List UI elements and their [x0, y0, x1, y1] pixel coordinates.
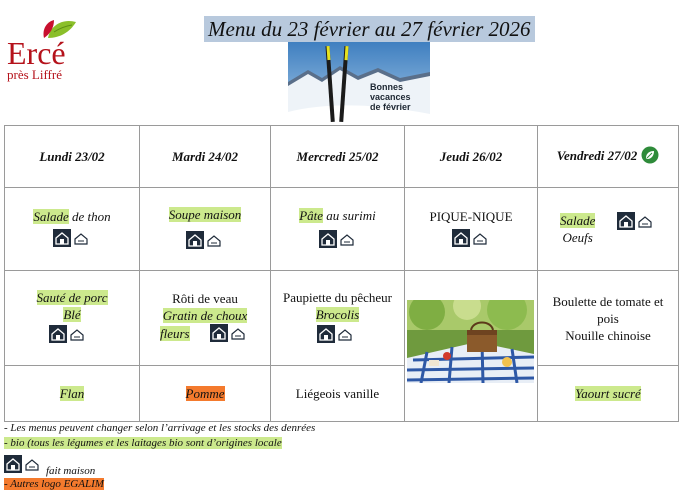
house-icon	[319, 230, 357, 252]
main-tuesday-side-2: fleurs	[160, 325, 190, 341]
day-header-monday: Lundi 23/02	[5, 126, 140, 188]
house-icon	[617, 212, 655, 234]
starter-thursday-main: PIQUE-NIQUE	[429, 208, 513, 224]
starter-monday	[5, 188, 140, 271]
banner-text-1: Bonnes	[370, 82, 404, 92]
day-header-wednesday: Mercredi 25/02	[271, 126, 405, 188]
starter-wednesday-main: Pâte	[299, 207, 324, 223]
dessert-wednesday	[271, 366, 405, 422]
main-monday-side: Blé	[63, 307, 81, 322]
starters-row	[5, 188, 679, 271]
note-bio: - bio (tous les légumes et les laitages bio sont d’origines locale	[4, 437, 282, 449]
day-header-friday-label: Vendredi 27/02	[556, 147, 638, 163]
starter-monday-main: Salade	[33, 208, 69, 224]
dessert-tuesday-dish: Pomme	[185, 386, 225, 401]
starter-wednesday-rest: au surimi	[323, 207, 376, 223]
note-homemade: fait maison	[46, 465, 96, 477]
house-icon	[210, 324, 248, 346]
house-icon	[317, 325, 355, 347]
mains-row	[5, 271, 679, 366]
house-icon	[4, 455, 42, 478]
town-logo	[4, 8, 82, 84]
days-header-row	[5, 126, 679, 188]
weekly-menu-table	[4, 125, 679, 422]
main-wednesday	[271, 271, 405, 366]
leaf-icon	[641, 146, 659, 168]
main-tuesday-side: Gratin de choux	[162, 308, 248, 323]
picnic-cell	[405, 271, 538, 422]
dessert-monday-dish: Flan	[59, 386, 85, 401]
dessert-wednesday-dish: Liégeois vanille	[295, 386, 380, 401]
main-friday-dish: Boulette de tomate et	[552, 293, 664, 309]
main-tuesday	[140, 271, 271, 366]
main-wednesday-side: Brocolis	[315, 307, 360, 322]
dessert-friday	[538, 366, 679, 422]
main-monday-dish: Sauté de porc	[36, 290, 108, 305]
main-friday	[538, 271, 679, 366]
legend	[4, 421, 315, 492]
ski-holiday-banner	[288, 42, 430, 124]
banner-text-3: de février	[370, 102, 411, 112]
note-changes: - Les menus peuvent changer selon l’arrivage et les stocks des denrées	[4, 422, 316, 434]
main-wednesday-dish: Paupiette du pêcheur	[282, 290, 392, 305]
page-title: Menu du 23 février au 27 février 2026	[204, 16, 535, 42]
house-icon	[186, 231, 224, 253]
dessert-monday	[5, 366, 140, 422]
day-header-tuesday: Mardi 24/02	[140, 126, 271, 188]
starter-friday-main: Salade	[560, 213, 596, 228]
main-friday-side: Nouille chinoise	[565, 327, 651, 343]
starter-tuesday	[140, 188, 271, 271]
starter-monday-rest: de thon	[68, 208, 111, 224]
note-egalim: - Autres logo EGALIM	[4, 478, 104, 490]
main-tuesday-dish: Rôti de veau	[172, 291, 238, 306]
logo-name: Ercé	[7, 35, 66, 71]
house-icon	[452, 229, 490, 251]
main-friday-dish-2: pois	[597, 310, 619, 326]
logo-subtitle: près Liffré	[7, 67, 62, 82]
starter-friday-second: Oeufs	[562, 230, 593, 245]
day-header-friday	[538, 126, 679, 188]
starter-tuesday-main: Soupe maison	[168, 206, 242, 222]
banner-text-2: vacances	[370, 92, 411, 102]
house-icon	[49, 325, 87, 347]
desserts-row	[5, 366, 679, 422]
day-header-thursday: Jeudi 26/02	[405, 126, 538, 188]
starter-wednesday	[271, 188, 405, 271]
dessert-tuesday	[140, 366, 271, 422]
starter-thursday	[405, 188, 538, 271]
starter-friday	[538, 188, 679, 271]
house-icon	[53, 229, 91, 251]
main-monday	[5, 271, 140, 366]
picnic-photo	[407, 300, 534, 383]
dessert-friday-dish: Yaourt sucré	[575, 386, 641, 401]
